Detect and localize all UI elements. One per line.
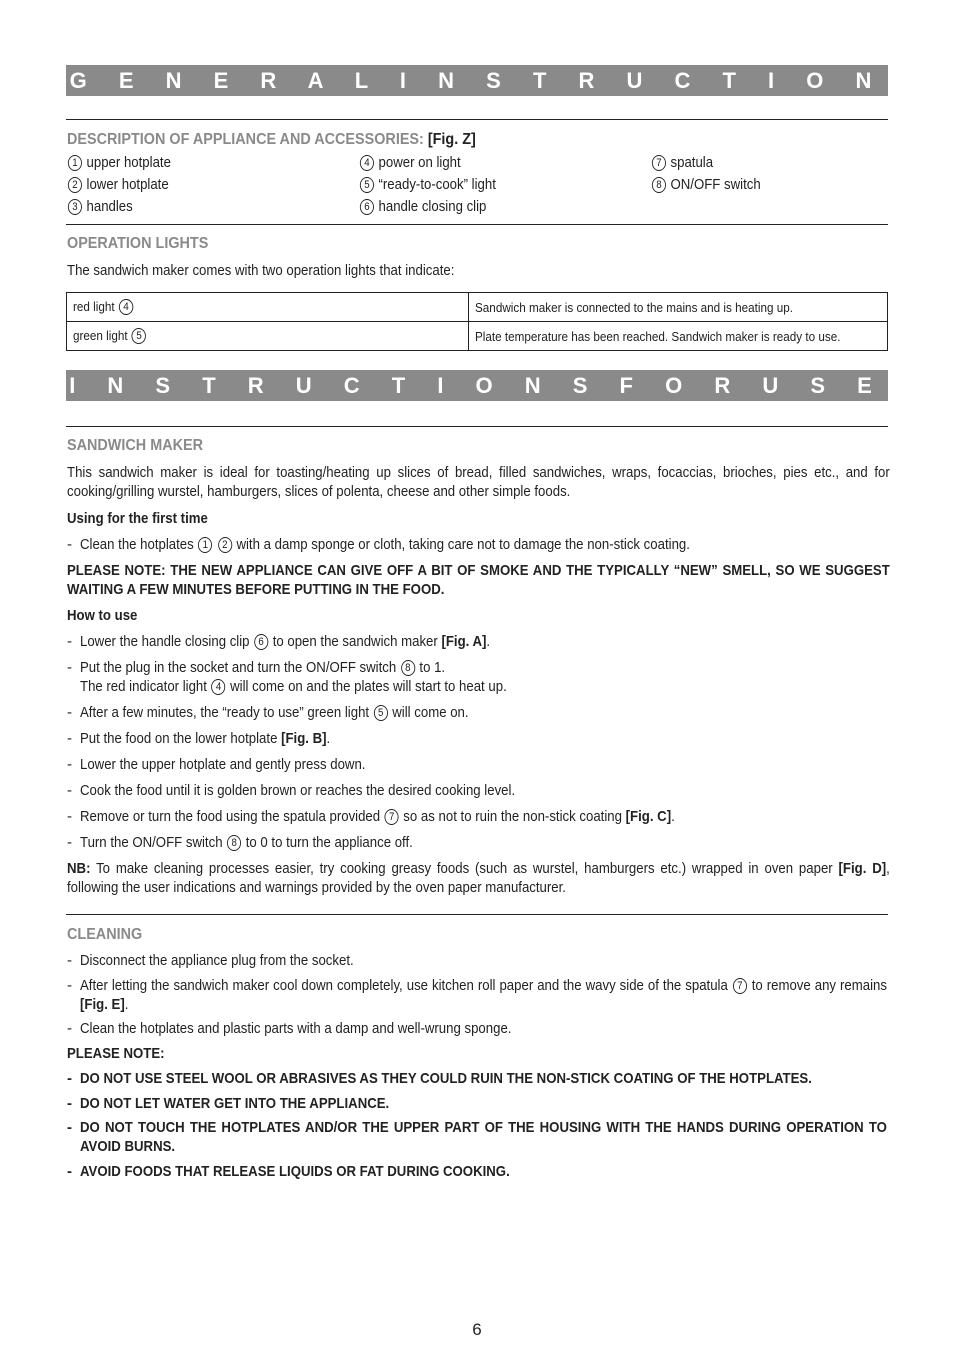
bullet-dash: - — [67, 808, 72, 825]
warning-4: AVOID FOODS THAT RELEASE LIQUIDS OR FAT DURING COOKING. — [80, 1163, 510, 1180]
bullet-dash: - — [67, 952, 72, 969]
cleaning-step-2: After letting the sandwich maker cool down completely, use kitchen roll paper and the wavy side of the spatula 7 to remove any remains [Fig. E]. — [80, 977, 887, 1013]
cleaning-title: CLEANING — [67, 926, 143, 943]
operation-lights-intro: The sandwich maker comes with two operation lights that indicate: — [67, 262, 455, 279]
divider — [66, 426, 888, 427]
step-1: Lower the handle closing clip 6 to open the sandwich maker [Fig. A]. — [80, 633, 491, 650]
desc-item-7: 7 spatula — [651, 153, 713, 172]
light-cell: green light 5 — [67, 322, 469, 351]
meaning-cell: Sandwich maker is connected to the mains and is heating up. — [468, 293, 887, 322]
sandwich-maker-title: SANDWICH MAKER — [67, 437, 203, 454]
bullet-dash: - — [67, 730, 72, 747]
table-row — [67, 293, 888, 322]
bullet-dash: - — [67, 1119, 72, 1136]
page-number: 6 — [472, 1320, 482, 1339]
operation-lights-title: OPERATION LIGHTS — [67, 235, 209, 252]
divider — [66, 224, 888, 225]
desc-item-1: 1 upper hotplate — [67, 153, 171, 172]
operation-lights-table — [66, 292, 888, 351]
desc-item-8: 8 ON/OFF switch — [651, 175, 761, 194]
nb-note: NB: To make cleaning processes easier, try cooking greasy foods (such as wurstel, hamburgers etc.) wrapped in oven paper [Fig. D], following the user indications and warnings provided by the oven paper manufacturer. — [67, 860, 890, 896]
desc-item-4: 4 power on light — [359, 153, 461, 172]
step-8: Turn the ON/OFF switch 8 to 0 to turn the appliance off. — [80, 834, 413, 851]
desc-item-3: 3 handles — [67, 197, 133, 216]
divider — [66, 914, 888, 915]
desc-item-6: 6 handle closing clip — [359, 197, 486, 216]
banner-general-instructions: G E N E R A L I N S T R U C T I O N S — [66, 65, 888, 96]
bullet-dash: - — [67, 1020, 72, 1037]
bullet-dash: - — [67, 1163, 72, 1180]
first-time-step: Clean the hotplates 1 2 with a damp sponge or cloth, taking care not to damage the non-stick coating. — [80, 536, 690, 553]
banner-instructions-for-use: I N S T R U C T I O N S F O R U S E — [66, 370, 888, 401]
step-3: After a few minutes, the “ready to use” green light 5 will come on. — [80, 704, 469, 721]
bullet-dash: - — [67, 633, 72, 650]
please-note-smoke: PLEASE NOTE: THE NEW APPLIANCE CAN GIVE OFF A BIT OF SMOKE AND THE TYPICALLY “NEW” SMELL, SO WE SUGGEST WAITING A FEW MINUTES BEFORE PUTTING IN THE FOOD. — [67, 562, 890, 598]
how-to-use-heading: How to use — [67, 607, 138, 624]
sandwich-maker-intro: This sandwich maker is ideal for toasting/heating up slices of bread, filled sandwiches, wraps, focaccias, brioches, pies etc., and for cooking/grilling wurstel, hamburgers, slices of polenta, cheese and other simple foods. — [67, 464, 890, 500]
table-row — [67, 322, 888, 351]
step-2-cont: The red indicator light 4 will come on and the plates will start to heat up. — [80, 678, 507, 695]
bullet-dash: - — [67, 756, 72, 773]
step-7: Remove or turn the food using the spatula provided 7 so as not to ruin the non-stick coating [Fig. C]. — [80, 808, 675, 825]
bullet-dash: - — [67, 1095, 72, 1112]
bullet-dash: - — [67, 977, 72, 994]
step-2: Put the plug in the socket and turn the ON/OFF switch 8 to 1. — [80, 659, 446, 676]
warning-3: DO NOT TOUCH THE HOTPLATES AND/OR THE UPPER PART OF THE HOUSING WITH THE HANDS DURING OPERATION TO AVOID BURNS. — [80, 1119, 887, 1155]
step-6: Cook the food until it is golden brown or reaches the desired cooking level. — [80, 782, 516, 799]
step-4: Put the food on the lower hotplate [Fig. B]. — [80, 730, 331, 747]
cleaning-step-3: Clean the hotplates and plastic parts with a damp and well-wrung sponge. — [80, 1020, 512, 1037]
cleaning-step-1: Disconnect the appliance plug from the socket. — [80, 952, 354, 969]
bullet-dash: - — [67, 834, 72, 851]
desc-item-5: 5 “ready-to-cook” light — [359, 175, 496, 194]
bullet-dash: - — [67, 704, 72, 721]
cleaning-note-heading: PLEASE NOTE: — [67, 1045, 165, 1062]
first-time-heading: Using for the first time — [67, 510, 208, 527]
description-title: DESCRIPTION OF APPLIANCE AND ACCESSORIES: [Fig. Z] — [67, 131, 476, 148]
bullet-dash: - — [67, 1070, 72, 1087]
desc-item-2: 2 lower hotplate — [67, 175, 169, 194]
bullet-dash: - — [67, 536, 72, 553]
divider — [66, 119, 888, 120]
light-cell: red light 4 — [67, 293, 469, 322]
warning-2: DO NOT LET WATER GET INTO THE APPLIANCE. — [80, 1095, 390, 1112]
meaning-cell: Plate temperature has been reached. Sandwich maker is ready to use. — [468, 322, 887, 351]
step-5: Lower the upper hotplate and gently press down. — [80, 756, 366, 773]
bullet-dash: - — [67, 782, 72, 799]
warning-1: DO NOT USE STEEL WOOL OR ABRASIVES AS THEY COULD RUIN THE NON-STICK COATING OF THE HOTPLATES. — [80, 1070, 812, 1087]
bullet-dash: - — [67, 659, 72, 676]
